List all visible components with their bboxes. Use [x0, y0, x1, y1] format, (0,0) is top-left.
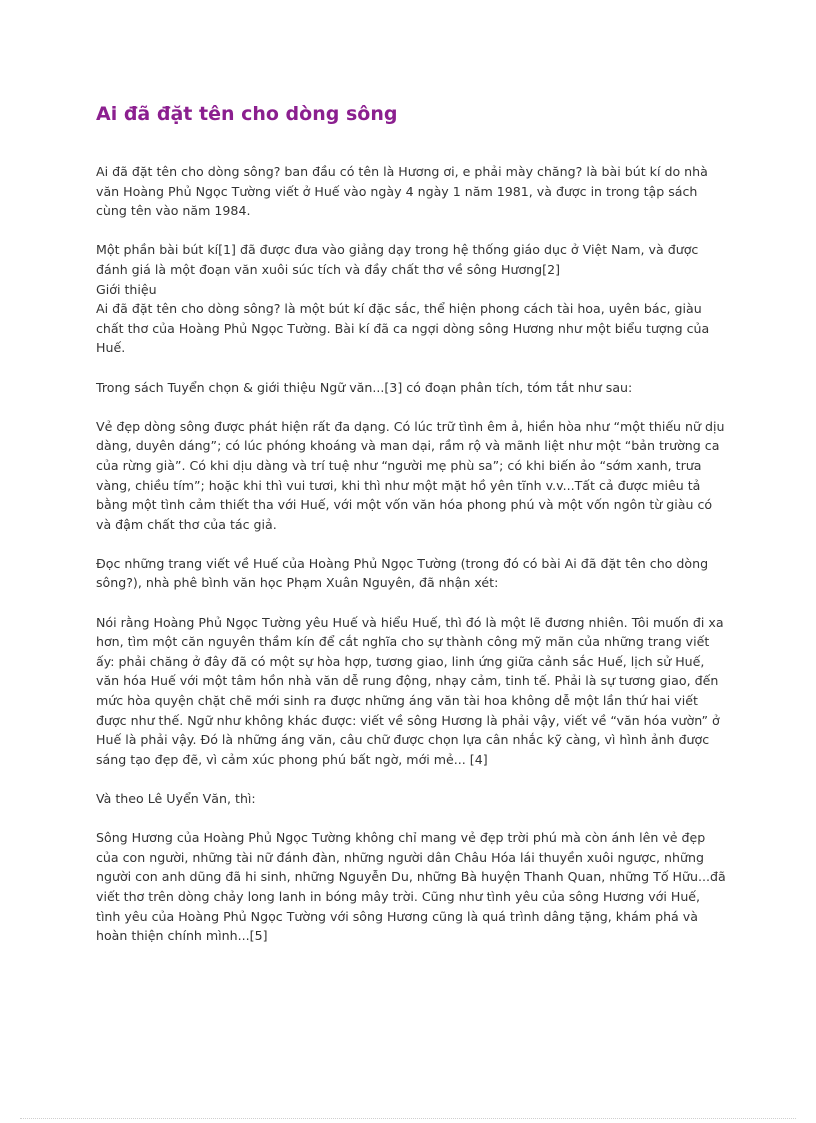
- paragraph-intro: Ai đã đặt tên cho dòng sông? ban đầu có tên là Hương ơi, e phải mày chăng? là bài bút kí do nhà văn Hoàng Phủ Ngọc Tường viết ở Huế vào ngày 4 ngày 1 năm 1981, và được in trong tập sách cùng tên vào năm 1984.: [96, 164, 708, 219]
- document-page: [96, 100, 726, 965]
- paragraph-overview: Ai đã đặt tên cho dòng sông? là một bút kí đặc sắc, thể hiện phong cách tài hoa, uyên bác, giàu chất thơ của Hoàng Phủ Ngọc Tường. Bài kí đã ca ngợi dòng sông Hương như một biểu tượng của Huế.: [96, 301, 710, 356]
- paragraph-critic-intro: Đọc những trang viết về Huế của Hoàng Phủ Ngọc Tường (trong đó có bài Ai đã đặt tên cho dòng sông?), nhà phê bình văn học Phạm Xuân Nguyên, đã nhận xét:: [96, 555, 709, 591]
- page-title: Ai đã đặt tên cho dòng sông: [96, 103, 398, 125]
- paragraph-le-uyen-van-intro: Và theo Lê Uyển Văn, thì:: [96, 791, 256, 806]
- page-bottom-divider: [20, 1118, 796, 1119]
- paragraph-critic-quote: Nói rằng Hoàng Phủ Ngọc Tường yêu Huế và hiểu Huế, thì đó là một lẽ đương nhiên. Tôi muốn đi xa hơn, tìm một căn nguyên thầm kín để cắt nghĩa cho sự thành công mỹ mãn của những trang viết ấy: phải chăng ở đây đã có một sự hòa hợp, tương giao, linh ứng giữa cảnh sắc Huế, lịch sử Huế, văn hóa Huế với một tâm hồn nhà văn dễ rung động, nhạy cảm, tinh tế. Phải là sự tương giao, đến mức hòa quyện chặt chẽ mới sinh ra được những áng văn tài hoa không dễ một lần thứ hai viết được như thế. Ngữ như không khác được: viết về sông Hương là phải vậy, viết về “văn hóa vườn” ở Huế là phải vậy. Đó là những áng văn, câu chữ được chọn lựa cân nhắc kỹ càng, vì hình ảnh được sáng tạo đẹp đẽ, vì cảm xúc phong phú bất ngờ, mới mẻ... [4]: [96, 614, 724, 767]
- paragraph-le-uyen-van-quote: Sông Hương của Hoàng Phủ Ngọc Tường không chỉ mang vẻ đẹp trời phú mà còn ánh lên vẻ đẹp của con người, những tài nữ đánh đàn, những người dân Châu Hóa lái thuyền xuôi ngược, những người con anh dũng đã hi sinh, những Nguyễn Du, những Bà huyện Thanh Quan, những Tố Hữu...đã viết thơ trên dòng chảy long lanh in bóng mây trời. Cũng như tình yêu của sông Hương với Huế, tình yêu của Hoàng Phủ Ngọc Tường với sông Hương cũng là quá trình dâng tặng, khám phá và hoàn thiện chính mình...[5]: [96, 830, 726, 944]
- section-heading-introduction: Giới thiệu: [96, 281, 157, 297]
- paragraph-river-beauty: Vẻ đẹp dòng sông được phát hiện rất đa dạng. Có lúc trữ tình êm ả, hiền hòa như “một thiếu nữ dịu dàng, duyên dáng”; có lúc phóng khoáng và man dại, rầm rộ và mãnh liệt như một “bản trường ca của rừng già”. Có khi dịu dàng và trí tuệ như “người mẹ phù sa”; có khi biến ảo “sớm xanh, trưa vàng, chiều tím”; hoặc khi thì vui tươi, khi thì như một mặt hồ yên tĩnh v.v...Tất cả được miêu tả bằng một tình cảm thiết tha với Huế, với một vốn văn hóa phong phú và một vốn ngôn từ giàu có và đậm chất thơ của tác giả.: [96, 418, 725, 532]
- paragraph-teaching: Một phần bài bút kí[1] đã được đưa vào giảng dạy trong hệ thống giáo dục ở Việt Nam, và được đánh giá là một đoạn văn xuôi súc tích và đầy chất thơ về sông Hương[2]: [96, 242, 699, 277]
- paragraph-textbook-reference: Trong sách Tuyển chọn & giới thiệu Ngữ văn...[3] có đoạn phân tích, tóm tắt như sau:: [96, 379, 633, 395]
